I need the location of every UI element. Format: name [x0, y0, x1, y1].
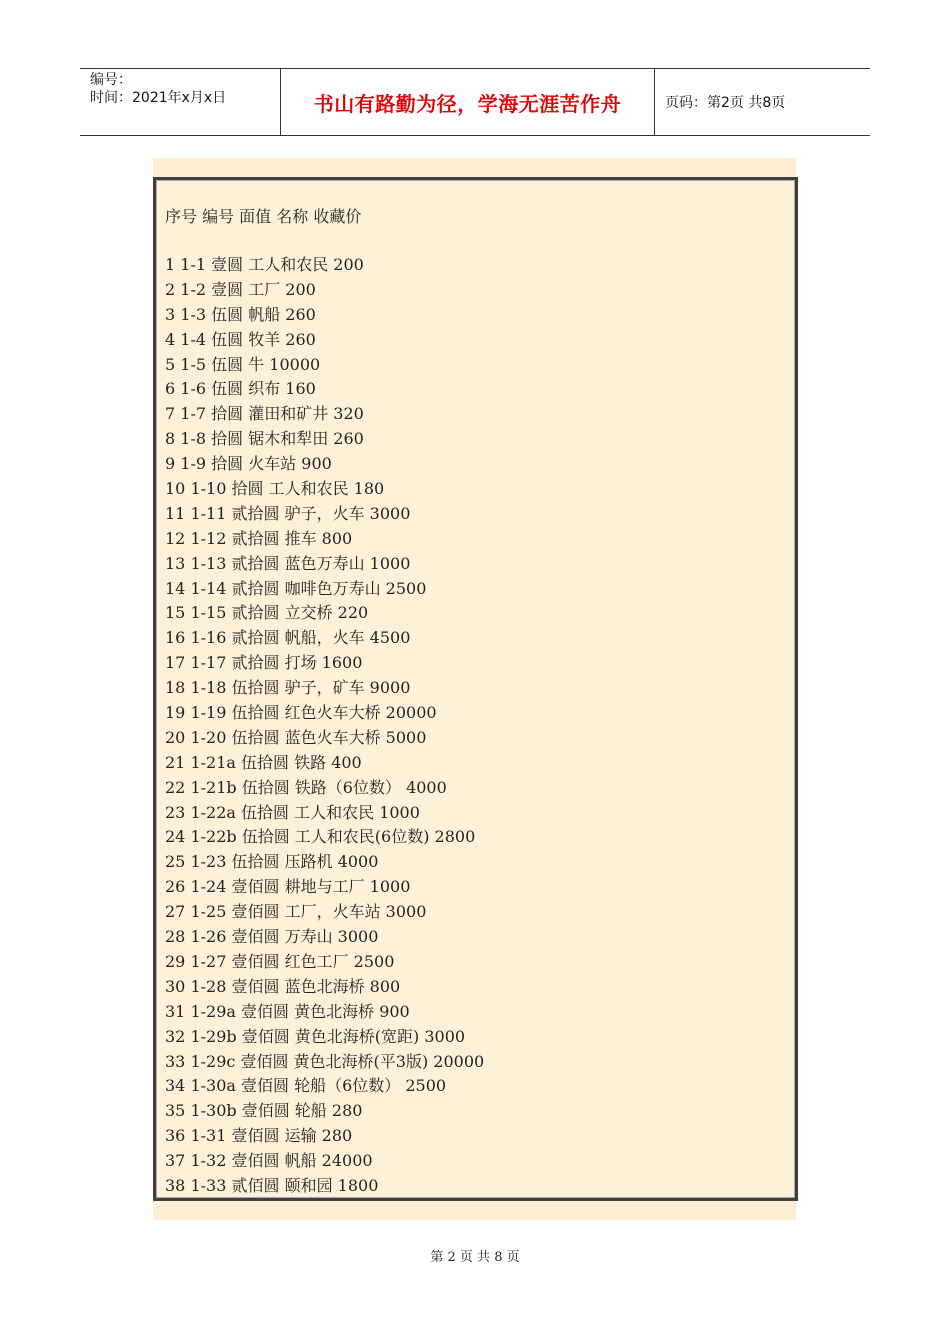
list-item: 35 1-30b 壹佰圆 轮船 280	[165, 1101, 363, 1121]
list-item: 4 1-4 伍圆 牧羊 260	[165, 329, 316, 349]
list-item: 18 1-18 伍拾圆 驴子，矿车 9000	[165, 678, 411, 698]
list-item: 11 1-11 贰拾圆 驴子，火车 3000	[165, 503, 411, 523]
list-item: 14 1-14 贰拾圆 咖啡色万寿山 2500	[165, 578, 427, 598]
code-label: 编号：	[90, 72, 132, 88]
list-item: 6 1-6 伍圆 织布 160	[165, 379, 316, 399]
list-item: 23 1-22a 伍拾圆 工人和农民 1000	[165, 802, 420, 822]
motto-text: 书山有路勤为径，学海无涯苦作舟	[313, 91, 622, 116]
list-item: 32 1-29b 壹佰圆 黄色北海桥(宽距) 3000	[165, 1026, 466, 1046]
list-item: 29 1-27 壹佰圆 红色工厂 2500	[165, 951, 395, 971]
list-item: 13 1-13 贰拾圆 蓝色万寿山 1000	[165, 553, 411, 573]
list-item: 31 1-29a 壹佰圆 黄色北海桥 900	[165, 1001, 410, 1021]
list-item: 7 1-7 拾圆 灌田和矿井 320	[165, 404, 364, 424]
header-motto-cell	[281, 69, 655, 135]
list-item: 21 1-21a 伍拾圆 铁路 400	[165, 752, 362, 772]
list-item: 5 1-5 伍圆 牛 10000	[165, 354, 321, 374]
list-item: 30 1-28 壹佰圆 蓝色北海桥 800	[165, 976, 401, 996]
list-item: 12 1-12 贰拾圆 推车 800	[165, 528, 353, 548]
list-item: 3 1-3 伍圆 帆船 260	[165, 304, 316, 324]
time-label: 时间：2021年x月x日	[90, 90, 227, 106]
list-item: 2 1-2 壹圆 工厂 200	[165, 279, 316, 299]
list-item: 19 1-19 伍拾圆 红色火车大桥 20000	[165, 703, 437, 723]
list-item: 36 1-31 壹佰圆 运输 280	[165, 1126, 353, 1146]
list-item: 28 1-26 壹佰圆 万寿山 3000	[165, 927, 379, 947]
list-item: 24 1-22b 伍拾圆 工人和农民(6位数) 2800	[165, 827, 476, 847]
list-item: 1 1-1 壹圆 工人和农民 200	[165, 255, 364, 274]
list-item: 15 1-15 贰拾圆 立交桥 220	[165, 603, 369, 623]
list-rows	[165, 253, 484, 1199]
header-page-cell	[655, 69, 870, 135]
list-item: 9 1-9 拾圆 火车站 900	[165, 454, 332, 474]
list-item: 34 1-30a 壹佰圆 轮船（6位数） 2500	[165, 1076, 447, 1096]
list-item: 8 1-8 拾圆 锯木和犁田 260	[165, 429, 364, 449]
header-meta	[80, 69, 281, 135]
list-item: 33 1-29c 壹佰圆 黄色北海桥(平3版) 20000	[165, 1051, 485, 1071]
page-info: 页码：第2页 共8页	[665, 95, 786, 111]
list-item: 10 1-10 拾圆 工人和农民 180	[165, 479, 385, 499]
list-item: 17 1-17 贰拾圆 打场 1600	[165, 653, 363, 673]
list-header: 序号 编号 面值 名称 收藏价	[165, 207, 362, 226]
page-footer: 第 2 页 共 8 页	[430, 1250, 520, 1265]
list-item: 16 1-16 贰拾圆 帆船，火车 4500	[165, 628, 411, 648]
list-item: 37 1-32 壹佰圆 帆船 24000	[165, 1151, 373, 1171]
list-item: 26 1-24 壹佰圆 耕地与工厂 1000	[165, 877, 411, 897]
list-item: 27 1-25 壹佰圆 工厂，火车站 3000	[165, 902, 427, 922]
banknote-list	[165, 205, 484, 1199]
page-header	[80, 68, 870, 136]
list-item: 25 1-23 伍拾圆 压路机 4000	[165, 852, 379, 872]
list-item: 20 1-20 伍拾圆 蓝色火车大桥 5000	[165, 727, 427, 747]
list-item: 38 1-33 贰佰圆 颐和园 1800	[165, 1175, 379, 1195]
list-item: 22 1-21b 伍拾圆 铁路（6位数） 4000	[165, 777, 447, 797]
